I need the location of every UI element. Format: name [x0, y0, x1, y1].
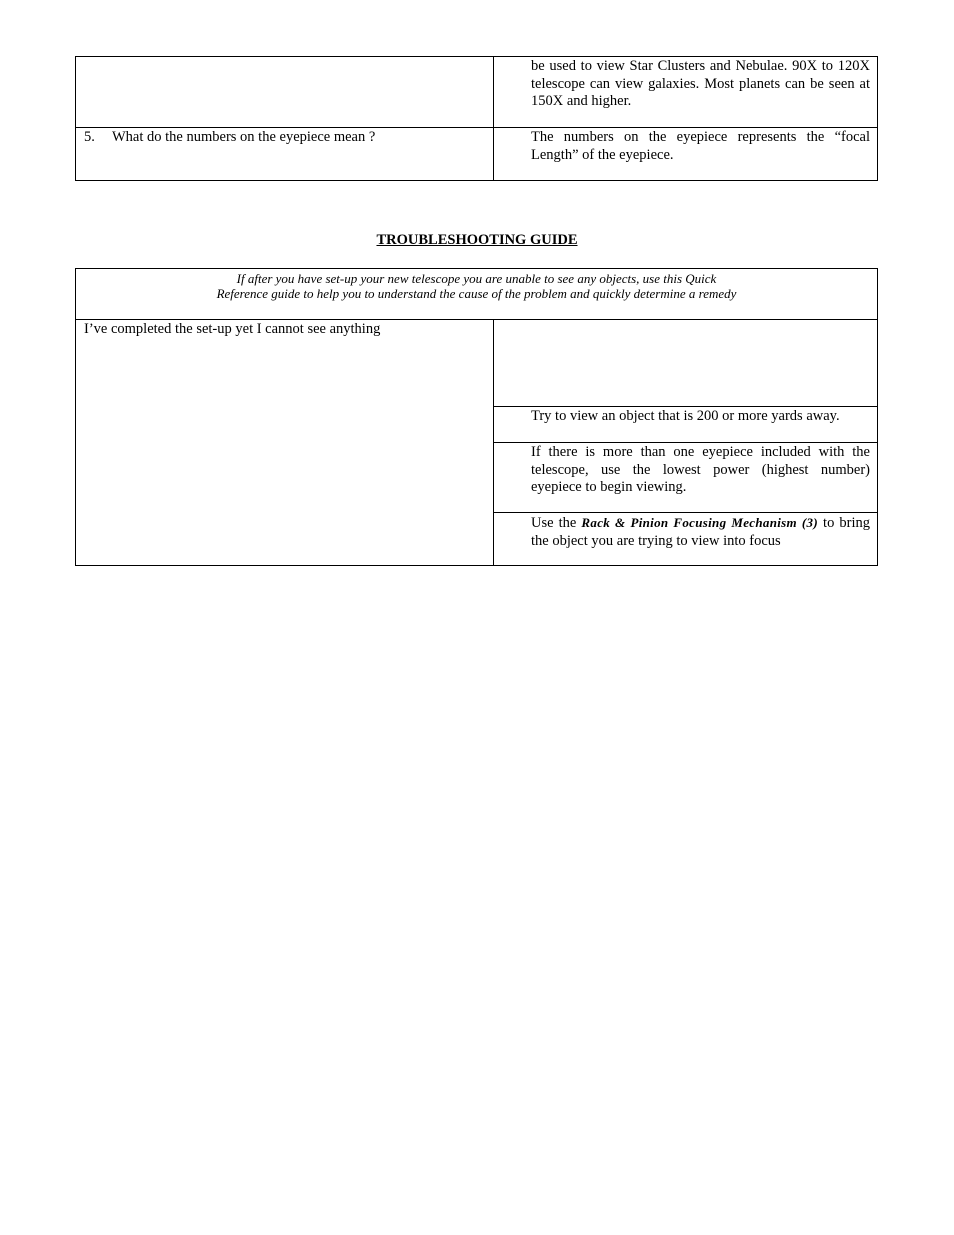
faq-question-number: 5.	[84, 129, 95, 145]
problem-text: I’ve completed the set-up yet I cannot see anything	[84, 321, 381, 337]
intro-line: If after you have set-up your new telescope you are unable to see any objects, use this Quick	[236, 271, 717, 286]
faq-row	[76, 57, 877, 128]
troubleshooting-body	[76, 320, 877, 565]
focusing-mechanism-label: Rack & Pinion Focusing Mechanism (3)	[581, 515, 818, 530]
solution-text-prefix: Use the	[531, 515, 582, 531]
intro-line: Reference guide to help you to understand the cause of the problem and quickly determine a remedy	[216, 286, 737, 301]
solution-cell	[494, 443, 877, 513]
section-title: TROUBLESHOOTING GUIDE	[376, 232, 578, 248]
faq-question-cell	[76, 57, 494, 127]
faq-answer-cell	[494, 128, 877, 180]
faq-answer-cell	[494, 57, 877, 127]
solution-cell	[494, 407, 877, 443]
solution-text: Try to view an object that is 200 or more yards away.	[531, 408, 840, 424]
faq-question-text: What do the numbers on the eyepiece mean ?	[112, 129, 376, 145]
faq-answer-text: The numbers on the eyepiece represents the “focal Length” of the eyepiece.	[531, 129, 870, 163]
solution-text: If there is more than one eyepiece included with the telescope, use the lowest power (highest number) eyepiece to begin viewing.	[531, 444, 870, 495]
solution-cell	[494, 513, 877, 565]
solution-cell-empty	[494, 320, 877, 407]
troubleshooting-intro	[76, 269, 877, 320]
faq-table	[75, 56, 878, 181]
solutions-column	[494, 320, 877, 565]
solution-text-suffix: to bring the object you are trying to view into focus	[531, 515, 871, 549]
faq-answer-text: be used to view Star Clusters and Nebulae. 90X to 120X telescope can view galaxies. Most planets can be seen at 150X and higher.	[531, 58, 870, 109]
troubleshooting-table	[75, 268, 878, 566]
problem-cell	[76, 320, 494, 565]
faq-question-cell	[76, 128, 494, 180]
faq-row	[76, 128, 877, 180]
